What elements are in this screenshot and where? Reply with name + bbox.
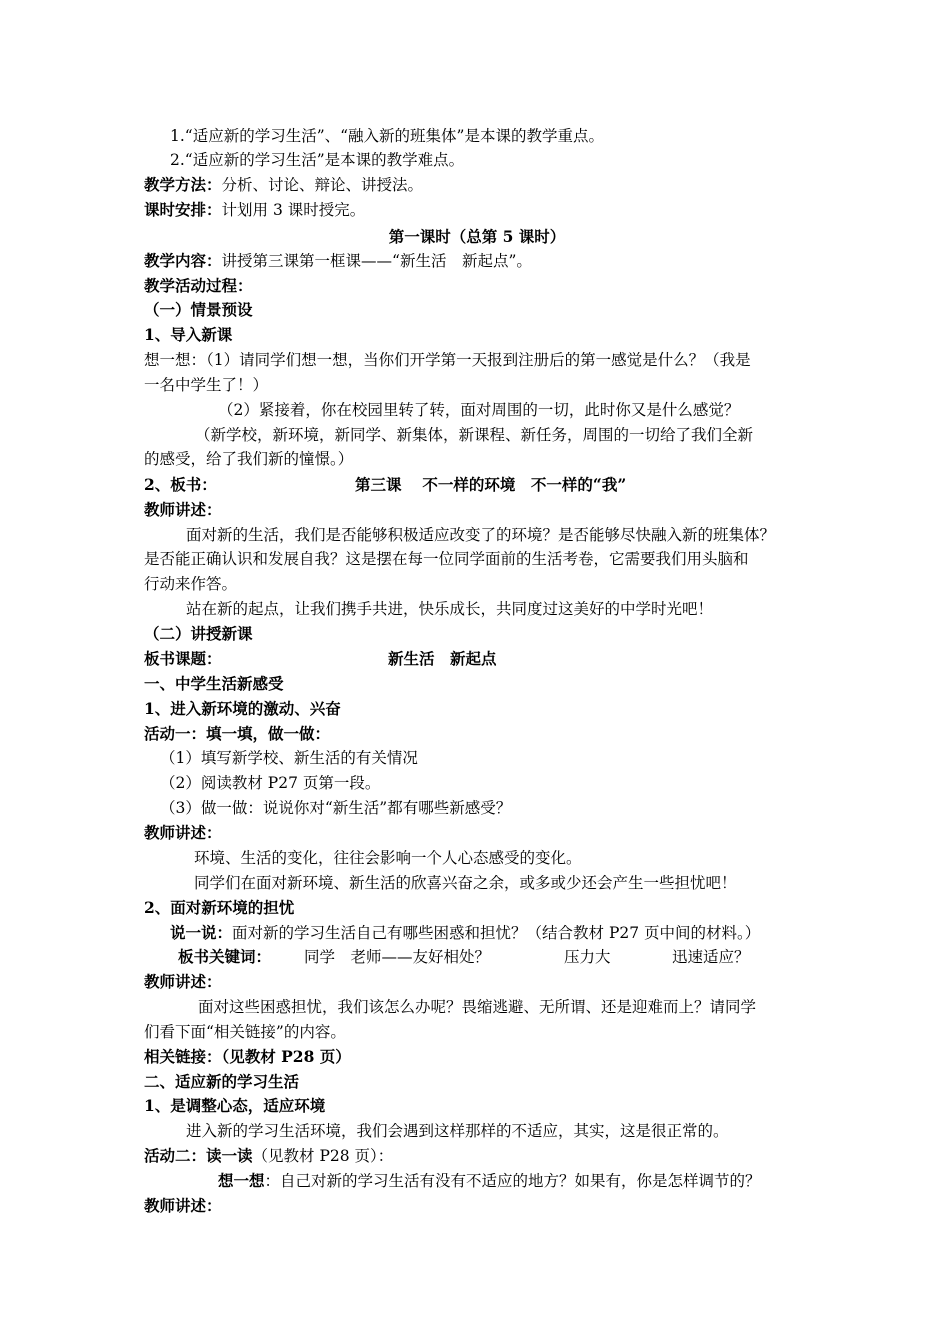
heading: 教学活动过程：	[144, 276, 253, 295]
text-line: （2）阅读教材 P27 页第一段。	[160, 774, 381, 792]
text-line: 板书关键词：	[178, 947, 272, 966]
heading: 教师讲述：	[144, 1196, 222, 1215]
text-line: 同学们在面对新环境、新生活的欣喜兴奋之余，或多或少还会产生一些担忧吧！	[194, 874, 737, 892]
heading: 2、面对新环境的担忧	[144, 898, 295, 917]
heading: 1、进入新环境的激动、兴奋	[144, 699, 341, 718]
heading: 板书课题：	[144, 649, 222, 668]
board-title: 第三课 不一样的环境 不一样的“我”	[355, 475, 627, 494]
text-line: （新学校，新环境，新同学、新集体，新课程、新任务，周围的一切给了我们全新	[195, 426, 754, 444]
heading: 1、导入新课	[144, 325, 233, 344]
section-heading: 第一课时（总第 5 课时）	[388, 227, 566, 246]
text-line: 站在新的起点，让我们携手共进，快乐成长，共同度过这美好的中学时光吧！	[186, 600, 714, 618]
text-line: 说一说：面对新的学习生活自己有哪些困惑和担忧？（结合教材 P27 页中间的材料。）	[170, 923, 761, 942]
text-line: 的感受，给了我们新的憧憬。）	[144, 450, 354, 468]
text-line: 教学内容：讲授第三课第一框课——“新生活 新起点”。	[144, 251, 532, 270]
text-line: 们看下面“相关链接”的内容。	[144, 1023, 346, 1041]
heading: 活动一：填一填，做一做：	[144, 724, 331, 743]
heading: 一、中学生活新感受	[144, 674, 284, 693]
text-line: 同学 老师——友好相处？	[304, 948, 491, 966]
text-line: 1.“适应新的学习生活”、“融入新的班集体”是本课的教学重点。	[170, 127, 604, 145]
text-line: 进入新的学习生活环境，我们会遇到这样那样的不适应，其实，这是很正常的。	[186, 1122, 729, 1140]
heading: 教师讲述：	[144, 823, 222, 842]
text-line: （2）紧接着，你在校园里转了转，面对周围的一切，此时你又是什么感觉？	[218, 401, 740, 419]
text-line: 一名中学生了！）	[144, 376, 269, 394]
heading: 相关链接：（见教材 P28 页）	[144, 1047, 351, 1066]
text-line: 想一想：（1）请同学们想一想，当你们开学第一天报到注册后的第一感觉是什么？（我是	[144, 351, 751, 369]
text-line: 环境、生活的变化，往往会影响一个人心态感受的变化。	[194, 849, 582, 867]
heading: （一）情景预设	[144, 300, 253, 319]
text-line: 迅速适应？	[672, 948, 750, 966]
text-line: 面对新的生活，我们是否能够积极适应改变了的环境？是否能够尽快融入新的班集体？	[186, 526, 776, 544]
text-line: 课时安排：计划用 3 课时授完。	[144, 200, 366, 219]
text-line: （1）填写新学校、新生活的有关情况	[160, 749, 418, 767]
heading: （二）讲授新课	[144, 624, 253, 643]
heading: 2、板书：	[144, 475, 217, 494]
text-line: 2.“适应新的学习生活”是本课的教学难点。	[170, 151, 465, 169]
heading: 二、适应新的学习生活	[144, 1072, 300, 1091]
text-line: 压力大	[564, 948, 611, 966]
text-line: （3）做一做：说说你对“新生活”都有哪些新感受？	[160, 799, 512, 817]
text-line: 教学方法：分析、讨论、辩论、讲授法。	[144, 175, 424, 194]
heading: 1、是调整心态，适应环境	[144, 1096, 326, 1115]
heading: 教师讲述：	[144, 972, 222, 991]
text-line: 想一想：自己对新的学习生活有没有不适应的地方？如果有，你是怎样调节的？	[218, 1171, 761, 1190]
board-title: 新生活 新起点	[388, 649, 497, 668]
text-line: 行动来作答。	[144, 575, 238, 593]
text-line: 面对这些困惑担忧，我们该怎么办呢？畏缩逃避、无所谓、还是迎难而上？请同学	[198, 998, 757, 1016]
text-line: 是否能正确认识和发展自我？这是摆在每一位同学面前的生活考卷，它需要我们用头脑和	[144, 550, 749, 568]
heading: 教师讲述：	[144, 500, 222, 519]
text-line: 活动二：读一读（见教材 P28 页）：	[144, 1146, 394, 1165]
